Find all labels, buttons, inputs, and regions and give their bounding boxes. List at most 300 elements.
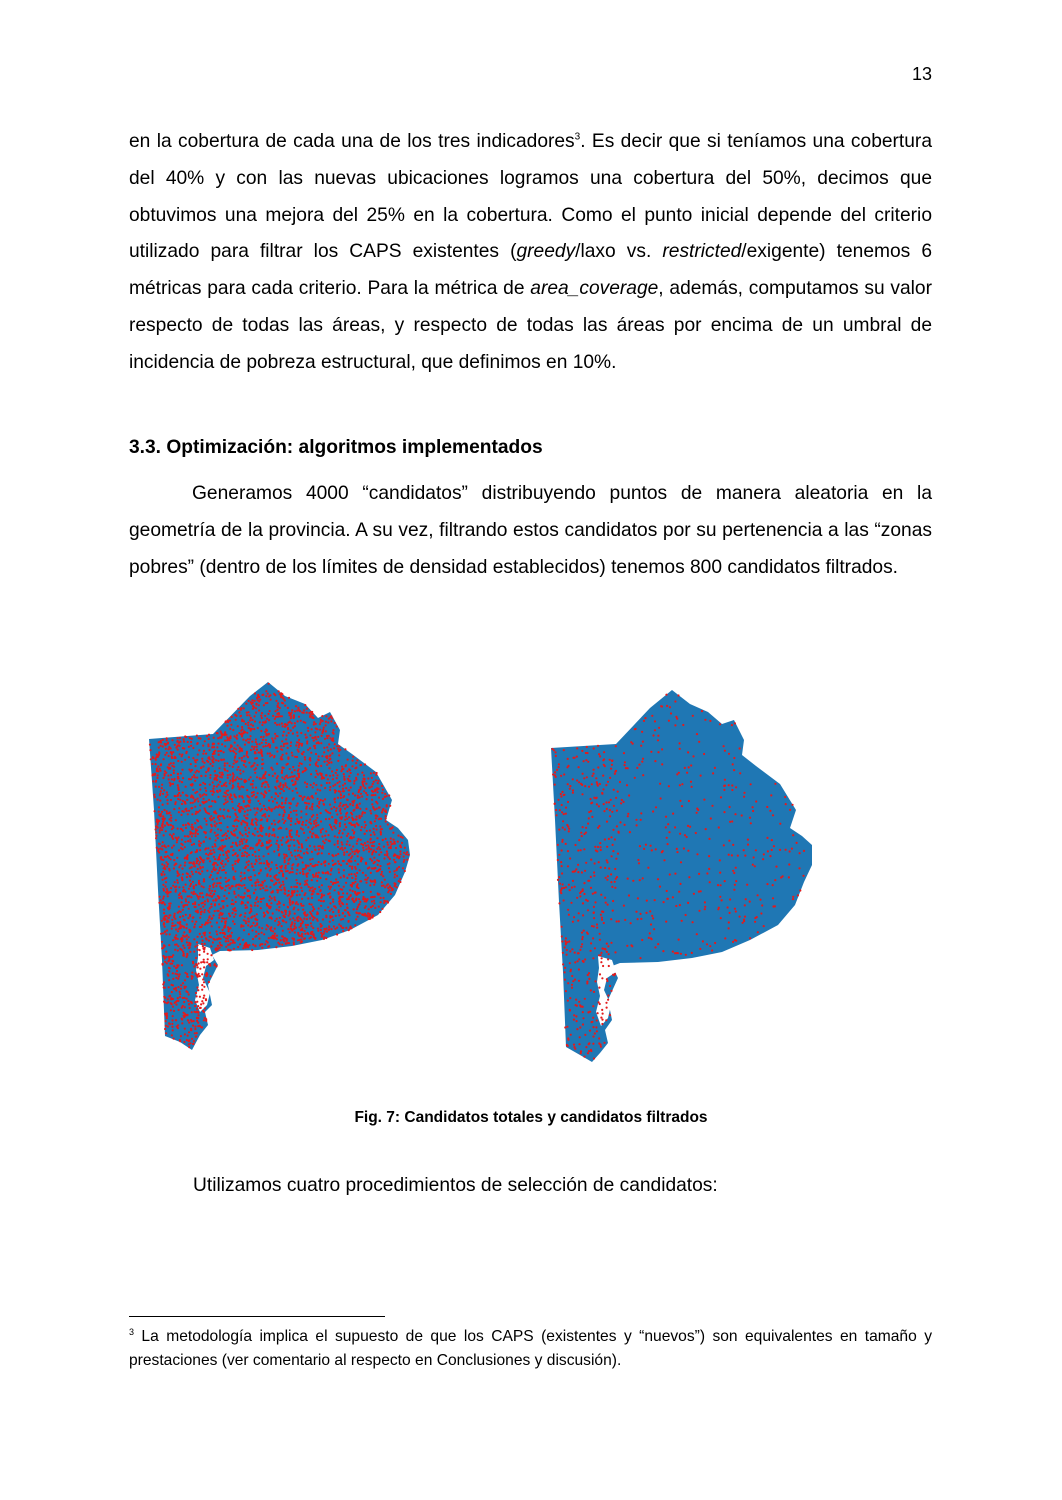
candidate-point — [348, 929, 350, 931]
candidate-point — [190, 802, 192, 804]
candidate-point — [214, 858, 216, 860]
candidate-point — [268, 945, 270, 947]
candidate-point — [320, 799, 322, 801]
candidate-point — [213, 938, 215, 940]
candidate-point — [259, 834, 261, 836]
candidate-point — [617, 853, 619, 855]
candidate-point — [237, 894, 239, 896]
candidate-point — [394, 873, 396, 875]
candidate-point — [192, 917, 194, 919]
candidate-point — [191, 776, 193, 778]
candidate-point — [578, 839, 580, 841]
candidate-point — [609, 1014, 611, 1016]
candidate-point — [290, 851, 292, 853]
candidate-point — [308, 803, 310, 805]
candidate-point — [337, 853, 339, 855]
candidate-point — [281, 769, 283, 771]
candidate-point — [698, 741, 700, 743]
candidate-point — [268, 826, 270, 828]
candidate-point — [612, 844, 614, 846]
candidate-point — [171, 919, 173, 921]
candidate-point — [572, 980, 574, 982]
candidate-point — [297, 920, 299, 922]
candidate-point — [166, 929, 168, 931]
candidate-point — [562, 883, 564, 885]
candidate-point — [577, 849, 579, 851]
paragraph-text: /exigente) tenemos 6 métricas para cada criterio. Para la métrica de — [129, 241, 932, 300]
candidate-point — [346, 877, 348, 879]
candidate-point — [191, 738, 193, 740]
candidate-point — [227, 938, 229, 940]
candidate-point — [176, 879, 178, 881]
candidate-point — [285, 910, 287, 912]
candidate-point — [261, 927, 263, 929]
candidate-point — [165, 1032, 167, 1034]
candidate-point — [217, 828, 219, 830]
candidate-point — [294, 913, 296, 915]
candidate-point — [234, 923, 236, 925]
candidate-point — [193, 843, 195, 845]
candidate-point — [702, 940, 704, 942]
candidate-point — [224, 921, 226, 923]
candidate-point — [375, 779, 377, 781]
candidate-point — [340, 925, 342, 927]
candidate-point — [334, 882, 336, 884]
candidate-point — [296, 918, 298, 920]
candidate-point — [393, 855, 395, 857]
candidate-point — [150, 758, 152, 760]
candidate-point — [204, 947, 206, 949]
candidate-point — [217, 945, 219, 947]
candidate-point — [321, 715, 323, 717]
candidate-point — [244, 851, 246, 853]
candidate-point — [193, 1011, 195, 1013]
candidate-point — [261, 783, 263, 785]
candidate-point — [197, 811, 199, 813]
candidate-point — [798, 867, 800, 869]
candidate-point — [332, 860, 334, 862]
candidate-point — [318, 852, 320, 854]
candidate-point — [225, 785, 227, 787]
candidate-point — [321, 735, 323, 737]
candidate-point — [568, 828, 570, 830]
candidate-point — [226, 790, 228, 792]
candidate-point — [210, 850, 212, 852]
candidate-point — [216, 790, 218, 792]
candidate-point — [324, 738, 326, 740]
candidate-point — [322, 729, 324, 731]
candidate-point — [284, 820, 286, 822]
candidate-point — [608, 867, 610, 869]
candidate-point — [580, 946, 582, 948]
candidate-point — [215, 839, 217, 841]
candidate-point — [226, 917, 228, 919]
candidate-point — [364, 821, 366, 823]
candidate-point — [334, 789, 336, 791]
candidate-point — [267, 846, 269, 848]
candidate-point — [359, 796, 361, 798]
candidate-point — [214, 821, 216, 823]
candidate-point — [245, 723, 247, 725]
candidate-point — [238, 810, 240, 812]
candidate-point — [554, 751, 556, 753]
candidate-point — [784, 796, 786, 798]
candidate-point — [566, 824, 568, 826]
candidate-point — [235, 737, 237, 739]
candidate-point — [303, 832, 305, 834]
candidate-point — [387, 887, 389, 889]
candidate-point — [589, 1030, 591, 1032]
candidate-point — [199, 873, 201, 875]
candidate-point — [623, 905, 625, 907]
candidate-point — [204, 1017, 206, 1019]
candidate-point — [298, 776, 300, 778]
candidate-point — [197, 800, 199, 802]
candidate-point — [263, 897, 265, 899]
candidate-point — [192, 1043, 194, 1045]
candidate-point — [250, 904, 252, 906]
candidate-point — [259, 721, 261, 723]
candidate-point — [381, 881, 383, 883]
section-heading: 3.3. Optimización: algoritmos implementados — [129, 437, 543, 458]
candidate-point — [300, 925, 302, 927]
candidate-point — [605, 902, 607, 904]
candidate-point — [159, 831, 161, 833]
candidate-point — [594, 980, 596, 982]
candidate-point — [317, 765, 319, 767]
candidate-point — [309, 869, 311, 871]
candidate-point — [208, 756, 210, 758]
candidate-point — [278, 713, 280, 715]
candidate-point — [185, 827, 187, 829]
candidate-point — [184, 803, 186, 805]
candidate-point — [164, 856, 166, 858]
candidate-point — [395, 847, 397, 849]
candidate-point — [557, 879, 559, 881]
candidate-point — [562, 827, 564, 829]
candidate-point — [196, 759, 198, 761]
candidate-point — [224, 740, 226, 742]
candidate-point — [581, 871, 583, 873]
candidate-point — [313, 737, 315, 739]
candidate-point — [259, 699, 261, 701]
candidate-point — [299, 795, 301, 797]
candidate-point — [255, 712, 257, 714]
candidate-point — [368, 918, 370, 920]
candidate-point — [210, 829, 212, 831]
candidate-point — [680, 953, 682, 955]
candidate-point — [228, 913, 230, 915]
candidate-point — [283, 814, 285, 816]
candidate-point — [321, 934, 323, 936]
candidate-point — [203, 966, 205, 968]
candidate-point — [373, 845, 375, 847]
candidate-point — [253, 746, 255, 748]
candidate-point — [337, 891, 339, 893]
candidate-point — [307, 730, 309, 732]
candidate-point — [309, 911, 311, 913]
candidate-point — [684, 834, 686, 836]
candidate-point — [175, 934, 177, 936]
candidate-point — [268, 786, 270, 788]
candidate-point — [208, 749, 210, 751]
candidate-point — [166, 752, 168, 754]
candidate-point — [264, 816, 266, 818]
candidate-point — [342, 918, 344, 920]
candidate-point — [168, 995, 170, 997]
candidate-point — [161, 825, 163, 827]
candidate-point — [374, 833, 376, 835]
candidate-point — [724, 779, 726, 781]
candidate-point — [696, 853, 698, 855]
candidate-point — [771, 839, 773, 841]
candidate-point — [194, 776, 196, 778]
candidate-point — [594, 947, 596, 949]
candidate-point — [672, 813, 674, 815]
candidate-point — [247, 864, 249, 866]
candidate-point — [149, 744, 151, 746]
candidate-point — [791, 804, 793, 806]
candidate-point — [647, 867, 649, 869]
candidate-point — [314, 747, 316, 749]
candidate-point — [259, 944, 261, 946]
candidate-point — [305, 807, 307, 809]
italic-term-restricted: restricted — [662, 241, 742, 263]
candidate-point — [622, 801, 624, 803]
candidate-point — [278, 690, 280, 692]
candidate-point — [177, 922, 179, 924]
candidate-point — [609, 809, 611, 811]
candidate-point — [278, 881, 280, 883]
candidate-point — [600, 961, 602, 963]
candidate-point — [261, 835, 263, 837]
candidate-point — [166, 739, 168, 741]
candidate-point — [271, 808, 273, 810]
candidate-point — [728, 840, 730, 842]
candidate-point — [284, 867, 286, 869]
candidate-point — [583, 760, 585, 762]
candidate-point — [203, 880, 205, 882]
candidate-point — [335, 915, 337, 917]
candidate-point — [346, 840, 348, 842]
candidate-point — [206, 735, 208, 737]
candidate-point — [205, 775, 207, 777]
candidate-point — [195, 906, 197, 908]
candidate-point — [220, 829, 222, 831]
candidate-point — [601, 1023, 603, 1025]
candidate-point — [276, 840, 278, 842]
candidate-point — [184, 904, 186, 906]
candidate-point — [662, 950, 664, 952]
candidate-point — [174, 913, 176, 915]
candidate-point — [208, 981, 210, 983]
candidate-point — [384, 879, 386, 881]
candidate-point — [640, 819, 642, 821]
candidate-point — [379, 911, 381, 913]
candidate-point — [320, 719, 322, 721]
candidate-point — [365, 808, 367, 810]
candidate-point — [757, 931, 759, 933]
candidate-point — [318, 872, 320, 874]
candidate-point — [304, 933, 306, 935]
candidate-point — [346, 863, 348, 865]
candidate-point — [191, 835, 193, 837]
candidate-point — [225, 940, 227, 942]
candidate-point — [377, 780, 379, 782]
candidate-point — [179, 973, 181, 975]
candidate-point — [375, 851, 377, 853]
candidate-point — [284, 861, 286, 863]
candidate-point — [288, 732, 290, 734]
candidate-point — [331, 717, 333, 719]
candidate-point — [165, 851, 167, 853]
candidate-point — [306, 851, 308, 853]
candidate-point — [224, 889, 226, 891]
candidate-point — [306, 786, 308, 788]
candidate-point — [649, 932, 651, 934]
candidate-point — [199, 917, 201, 919]
candidate-point — [327, 721, 329, 723]
candidate-point — [335, 810, 337, 812]
candidate-point — [587, 974, 589, 976]
candidate-point — [249, 809, 251, 811]
candidate-point — [272, 800, 274, 802]
candidate-point — [305, 768, 307, 770]
candidate-point — [608, 838, 610, 840]
candidate-point — [251, 929, 253, 931]
candidate-point — [333, 799, 335, 801]
candidate-point — [296, 831, 298, 833]
candidate-point — [172, 751, 174, 753]
candidate-point — [265, 690, 267, 692]
candidate-point — [355, 762, 357, 764]
candidate-point — [657, 943, 659, 945]
candidate-point — [179, 780, 181, 782]
candidate-point — [203, 981, 205, 983]
candidate-point — [170, 799, 172, 801]
candidate-point — [249, 735, 251, 737]
candidate-point — [168, 979, 170, 981]
candidate-point — [371, 867, 373, 869]
candidate-point — [165, 748, 167, 750]
candidate-point — [175, 928, 177, 930]
candidate-point — [169, 963, 171, 965]
candidate-point — [299, 917, 301, 919]
candidate-point — [703, 753, 705, 755]
candidate-point — [326, 737, 328, 739]
candidate-point — [234, 813, 236, 815]
candidate-point — [397, 855, 399, 857]
candidate-point — [177, 964, 179, 966]
candidate-point — [571, 886, 573, 888]
candidate-point — [281, 925, 283, 927]
candidate-point — [208, 806, 210, 808]
candidate-point — [173, 766, 175, 768]
candidate-point — [207, 854, 209, 856]
candidate-point — [705, 828, 707, 830]
candidate-point — [654, 946, 656, 948]
candidate-point — [665, 921, 667, 923]
candidate-point — [260, 715, 262, 717]
candidate-point — [197, 949, 199, 951]
candidate-point — [286, 841, 288, 843]
candidate-point — [609, 759, 611, 761]
candidate-point — [189, 737, 191, 739]
candidate-point — [205, 974, 207, 976]
candidate-point — [320, 863, 322, 865]
candidate-point — [248, 700, 250, 702]
candidate-point — [382, 789, 384, 791]
candidate-point — [208, 813, 210, 815]
candidate-point — [175, 1004, 177, 1006]
candidate-point — [359, 901, 361, 903]
candidate-point — [169, 905, 171, 907]
candidate-point — [300, 938, 302, 940]
candidate-point — [310, 922, 312, 924]
candidate-point — [310, 773, 312, 775]
candidate-point — [283, 731, 285, 733]
candidate-point — [669, 706, 671, 708]
candidate-point — [567, 783, 569, 785]
candidate-point — [380, 901, 382, 903]
candidate-point — [180, 843, 182, 845]
candidate-point — [289, 898, 291, 900]
candidate-point — [743, 849, 745, 851]
candidate-point — [313, 908, 315, 910]
candidate-point — [291, 752, 293, 754]
candidate-point — [186, 1039, 188, 1041]
candidate-point — [342, 788, 344, 790]
candidate-point — [271, 834, 273, 836]
candidate-point — [193, 951, 195, 953]
candidate-point — [558, 876, 560, 878]
candidate-point — [641, 731, 643, 733]
candidate-point — [167, 863, 169, 865]
candidate-point — [190, 807, 192, 809]
candidate-point — [750, 822, 752, 824]
candidate-point — [225, 946, 227, 948]
candidate-point — [190, 745, 192, 747]
candidate-point — [241, 852, 243, 854]
candidate-point — [244, 912, 246, 914]
candidate-point — [258, 704, 260, 706]
candidate-point — [384, 854, 386, 856]
candidate-point — [402, 837, 404, 839]
candidate-point — [263, 736, 265, 738]
candidate-point — [654, 899, 656, 901]
candidate-point — [317, 876, 319, 878]
candidate-point — [224, 762, 226, 764]
candidate-point — [225, 858, 227, 860]
candidate-point — [303, 721, 305, 723]
candidate-point — [676, 851, 678, 853]
candidate-point — [245, 847, 247, 849]
candidate-point — [204, 900, 206, 902]
candidate-point — [310, 752, 312, 754]
candidate-point — [184, 841, 186, 843]
candidate-point — [231, 899, 233, 901]
candidate-point — [561, 926, 563, 928]
candidate-point — [356, 872, 358, 874]
candidate-point — [215, 930, 217, 932]
candidate-point — [258, 709, 260, 711]
candidate-point — [257, 831, 259, 833]
candidate-point — [238, 803, 240, 805]
footnote-reference[interactable]: 3 — [574, 131, 581, 143]
candidate-point — [188, 936, 190, 938]
candidate-point — [389, 805, 391, 807]
candidate-point — [569, 970, 571, 972]
